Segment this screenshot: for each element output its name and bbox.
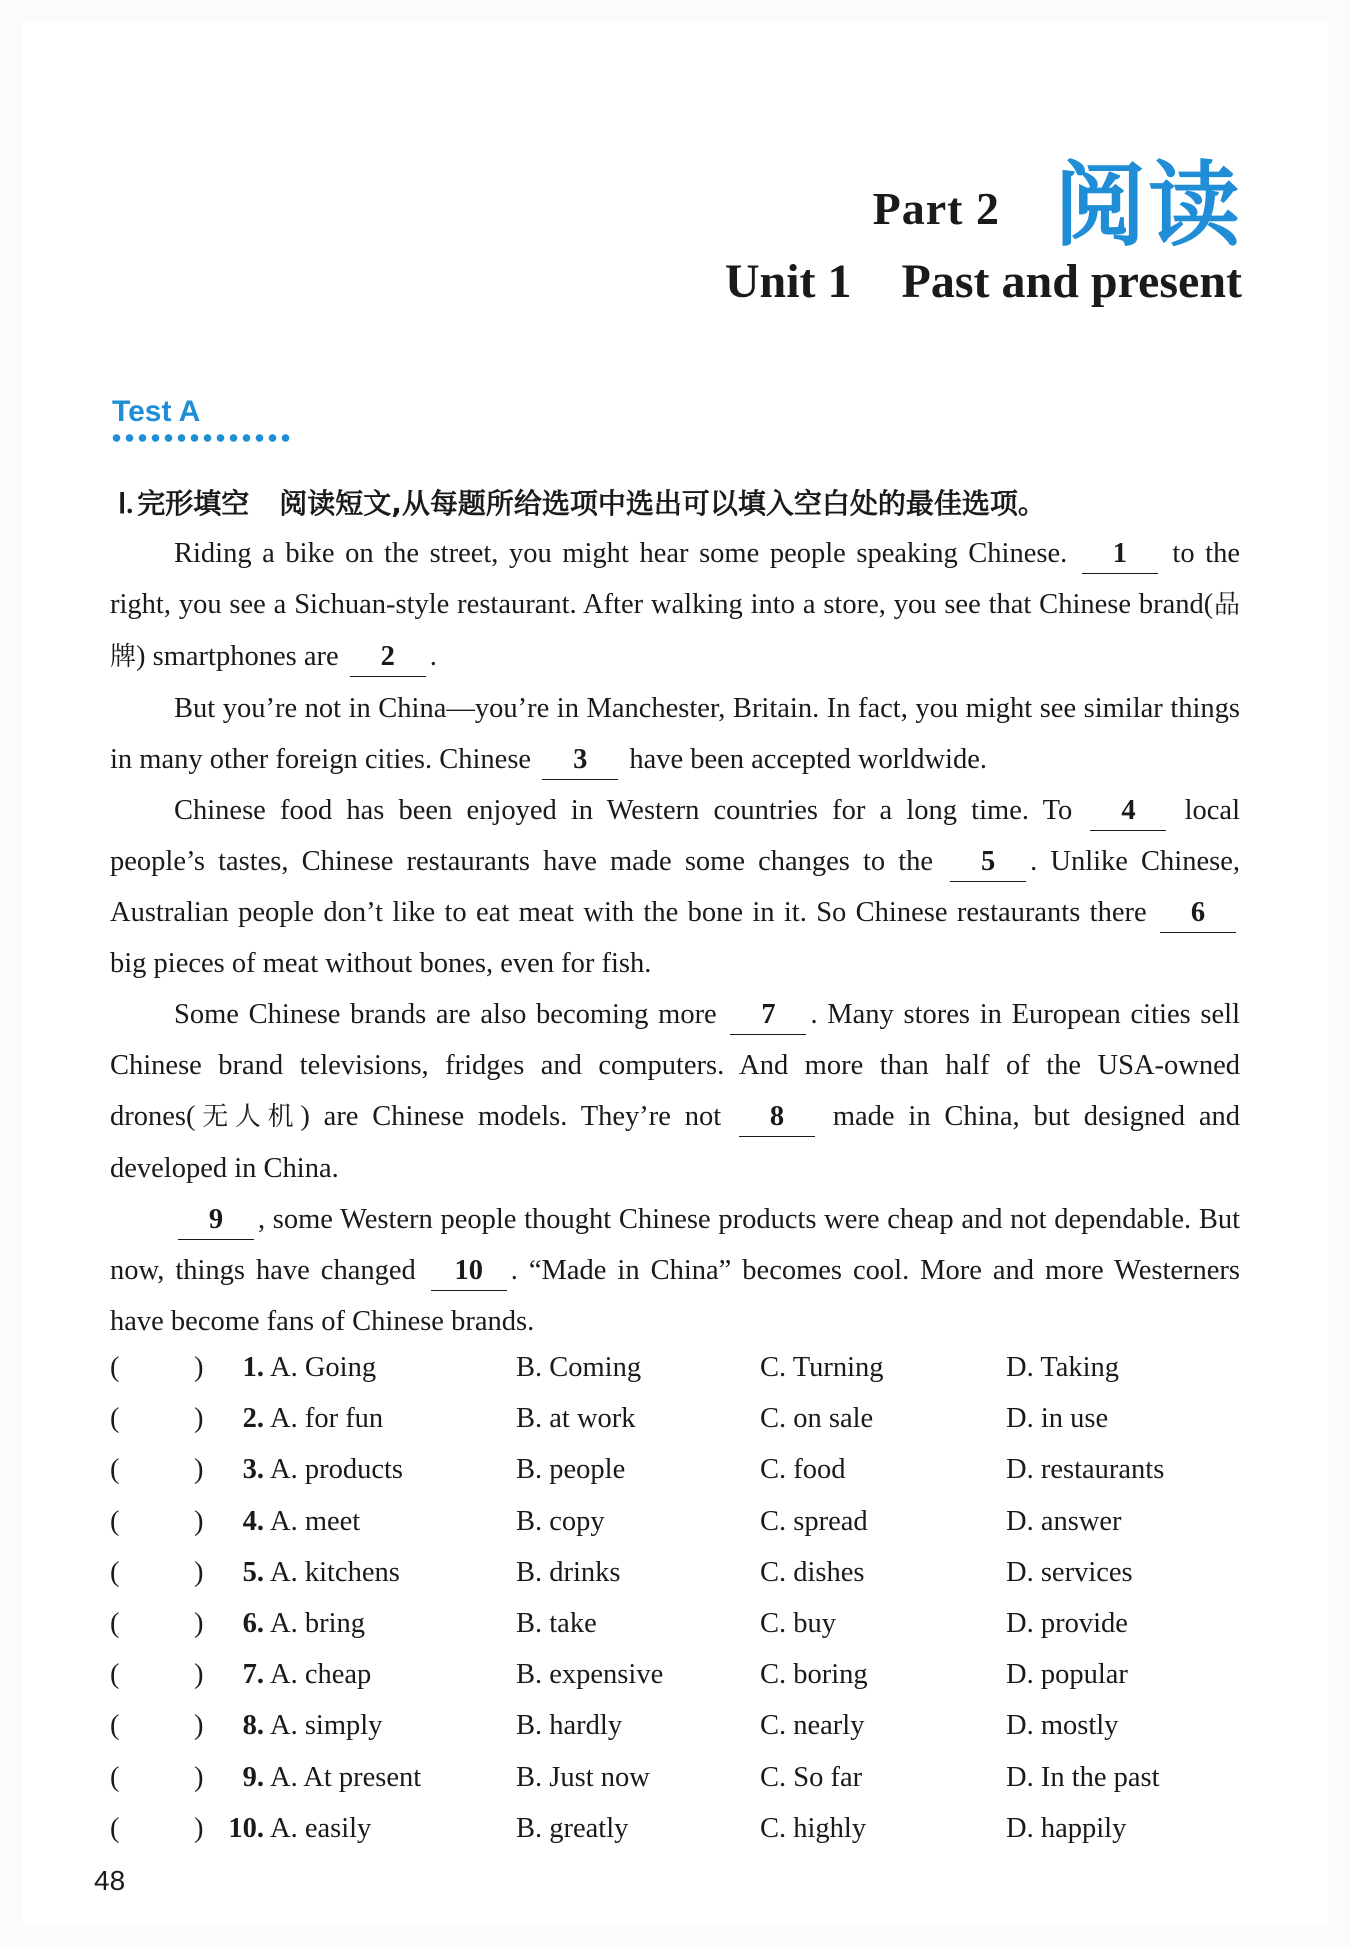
answer-paren-open[interactable]: ( [110, 1352, 120, 1383]
answer-paren-open[interactable]: ( [110, 1556, 120, 1588]
answer-paren-open[interactable]: ( [110, 1710, 120, 1742]
option-d[interactable]: D. answer [1006, 1505, 1122, 1537]
option-c[interactable]: C. nearly [760, 1710, 865, 1742]
question-row [110, 1342, 1240, 1393]
answer-paren-close: ) [194, 1403, 204, 1435]
answer-paren-open[interactable]: ( [110, 1403, 120, 1435]
passage-text: big pieces of meat without bones, even for fish. [110, 948, 652, 979]
passage-text: . Unlike Chinese, Australian people don’t like to eat meat with the bone in it. So Chinese restaurants there [110, 846, 1240, 928]
option-d[interactable]: D. happily [1006, 1812, 1127, 1844]
option-a[interactable]: A. bring [270, 1607, 365, 1639]
option-d[interactable]: D. popular [1006, 1659, 1128, 1691]
option-d[interactable]: D. services [1006, 1556, 1133, 1588]
question-row [110, 1496, 1240, 1547]
passage-text: made in China, but designed and developed in China. [110, 1101, 1240, 1184]
blank-2[interactable]: 2 [350, 638, 426, 677]
option-d[interactable]: D. In the past [1006, 1761, 1160, 1793]
question-number: 10. [228, 1812, 264, 1844]
question-row [110, 1444, 1240, 1495]
option-a[interactable]: A. for fun [270, 1403, 384, 1435]
option-c[interactable]: C. dishes [760, 1556, 865, 1588]
option-a[interactable]: A. meet [270, 1505, 361, 1537]
question-number: 1. [242, 1352, 264, 1383]
chinese-gloss: 品牌 [110, 590, 1240, 672]
blank-9[interactable]: 9 [178, 1201, 254, 1240]
option-b[interactable]: B. copy [516, 1505, 605, 1537]
option-a[interactable]: A. simply [270, 1710, 383, 1742]
cloze-passage [110, 528, 1240, 1347]
option-d[interactable]: D. mostly [1006, 1710, 1119, 1742]
option-a[interactable]: A. easily [270, 1812, 372, 1844]
option-d[interactable]: D. provide [1006, 1607, 1128, 1639]
option-b[interactable]: B. greatly [516, 1812, 629, 1844]
option-b[interactable]: B. hardly [516, 1710, 623, 1742]
option-c[interactable]: C. So far [760, 1761, 863, 1793]
question-row [110, 1393, 1240, 1444]
passage-text: . [429, 641, 437, 672]
question-row [110, 1700, 1240, 1751]
answer-paren-open[interactable]: ( [110, 1505, 120, 1537]
passage-text: . “Made in China” becomes cool. More and more Westerners have become fans of Chinese brands. [110, 1255, 1240, 1337]
passage-text: have been accepted worldwide. [622, 744, 987, 775]
answer-paren-close: ) [194, 1812, 204, 1844]
blank-4[interactable]: 4 [1090, 792, 1166, 831]
question-number: 8. [242, 1710, 264, 1742]
chinese-gloss: 无人机 [195, 1102, 301, 1132]
passage-text: But you’re not in China—you’re in Manchester, Britain. In fact, you might see similar things in many other foreign cities. Chinese [110, 693, 1240, 775]
answer-paren-open[interactable]: ( [110, 1607, 120, 1639]
section-number: Ⅰ. [118, 489, 134, 520]
option-c[interactable]: C. on sale [760, 1403, 874, 1435]
answer-paren-close: ) [194, 1659, 204, 1691]
answer-options [110, 1342, 1240, 1854]
blank-3[interactable]: 3 [542, 741, 618, 780]
passage-text: Some Chinese brands are also becoming more [174, 999, 727, 1030]
passage-text: local people’s tastes, Chinese restaurants have made some changes to the [110, 795, 1241, 877]
option-b[interactable]: B. at work [516, 1403, 636, 1435]
answer-paren-close: ) [194, 1505, 204, 1537]
option-d[interactable]: D. Taking [1006, 1352, 1120, 1383]
option-b[interactable]: B. take [516, 1607, 597, 1639]
question-number: 3. [242, 1454, 264, 1486]
section-instruction: 阅读短文,从每题所给选项中选出可以填入空白处的最佳选项。 [279, 487, 1046, 520]
blank-6[interactable]: 6 [1160, 894, 1236, 933]
answer-paren-close: ) [194, 1352, 204, 1383]
question-row [110, 1752, 1240, 1803]
option-b[interactable]: B. Just now [516, 1761, 650, 1793]
answer-paren-open[interactable]: ( [110, 1659, 120, 1691]
passage-text: ) smartphones are [136, 641, 346, 672]
paragraph-3 [110, 785, 1240, 989]
blank-10[interactable]: 10 [431, 1252, 507, 1291]
passage-text: to the right, you see a Sichuan-style restaurant. After walking into a store, you see that Chinese brand( [110, 538, 1240, 620]
option-a[interactable]: A. products [270, 1454, 403, 1486]
page-header [542, 130, 1242, 308]
answer-paren-close: ) [194, 1454, 204, 1486]
page-number: 48 [94, 1865, 126, 1896]
option-b[interactable]: B. Coming [516, 1352, 642, 1383]
unit-title-line [725, 254, 1242, 309]
unit-title: Past and present [901, 255, 1242, 308]
option-c[interactable]: C. highly [760, 1812, 867, 1844]
passage-text: , some Western people thought Chinese products were cheap and not dependable. But now, things have changed [110, 1204, 1240, 1286]
part-line [542, 130, 1242, 259]
question-row [110, 1547, 1240, 1598]
option-b[interactable]: B. drinks [516, 1556, 621, 1588]
question-number: 2. [242, 1403, 264, 1435]
answer-paren-close: ) [194, 1556, 204, 1588]
blank-1[interactable]: 1 [1082, 535, 1158, 574]
passage-text: Chinese food has been enjoyed in Western countries for a long time. To [174, 795, 1087, 826]
option-a[interactable]: A. cheap [270, 1659, 372, 1691]
option-d[interactable]: D. restaurants [1006, 1454, 1165, 1486]
answer-paren-close: ) [194, 1710, 204, 1742]
answer-paren-close: ) [194, 1607, 204, 1639]
option-b[interactable]: B. people [516, 1454, 626, 1486]
part-chinese-title: 阅读 [1053, 152, 1242, 259]
paragraph-1 [110, 528, 1240, 683]
question-row [110, 1803, 1240, 1854]
unit-number: Unit 1 [724, 255, 852, 308]
answer-paren-close: ) [194, 1761, 204, 1793]
option-a[interactable]: A. Going [270, 1352, 377, 1383]
option-a[interactable]: A. At present [270, 1761, 422, 1793]
test-heading: Test A [112, 395, 201, 428]
option-c[interactable]: C. Turning [760, 1352, 884, 1383]
question-number: 4. [242, 1505, 264, 1537]
section-title [118, 482, 1248, 522]
option-b[interactable]: B. expensive [516, 1659, 664, 1691]
option-a[interactable]: A. kitchens [270, 1556, 400, 1588]
answer-paren-open[interactable]: ( [110, 1761, 120, 1793]
dotted-underline [110, 433, 294, 443]
option-c[interactable]: C. buy [760, 1607, 837, 1639]
question-number: 9. [242, 1761, 264, 1793]
passage-text: Riding a bike on the street, you might hear some people speaking Chinese. [174, 538, 1078, 569]
paragraph-5 [110, 1194, 1240, 1347]
option-d[interactable]: D. in use [1006, 1403, 1109, 1435]
question-number: 7. [242, 1659, 264, 1691]
part-label: Part 2 [872, 183, 1000, 234]
paragraph-4 [110, 989, 1240, 1194]
blank-5[interactable]: 5 [950, 843, 1026, 882]
paragraph-2 [110, 683, 1240, 785]
blank-7[interactable]: 7 [730, 996, 806, 1035]
passage-text: ) are Chinese models. They’re not [300, 1101, 736, 1132]
blank-8[interactable]: 8 [739, 1098, 815, 1137]
section-name: 完形填空 [137, 487, 250, 520]
answer-paren-open[interactable]: ( [110, 1454, 120, 1486]
option-c[interactable]: C. spread [760, 1505, 868, 1537]
passage-text: . Many stores in European cities sell Chinese brand televisions, fridges and computers. And more than half of the USA-owned drones( [110, 999, 1240, 1132]
option-c[interactable]: C. food [760, 1454, 846, 1486]
question-number: 5. [242, 1556, 264, 1588]
option-c[interactable]: C. boring [760, 1659, 868, 1691]
question-row [110, 1649, 1240, 1700]
answer-paren-open[interactable]: ( [110, 1812, 120, 1844]
question-row [110, 1598, 1240, 1649]
question-number: 6. [242, 1607, 264, 1639]
